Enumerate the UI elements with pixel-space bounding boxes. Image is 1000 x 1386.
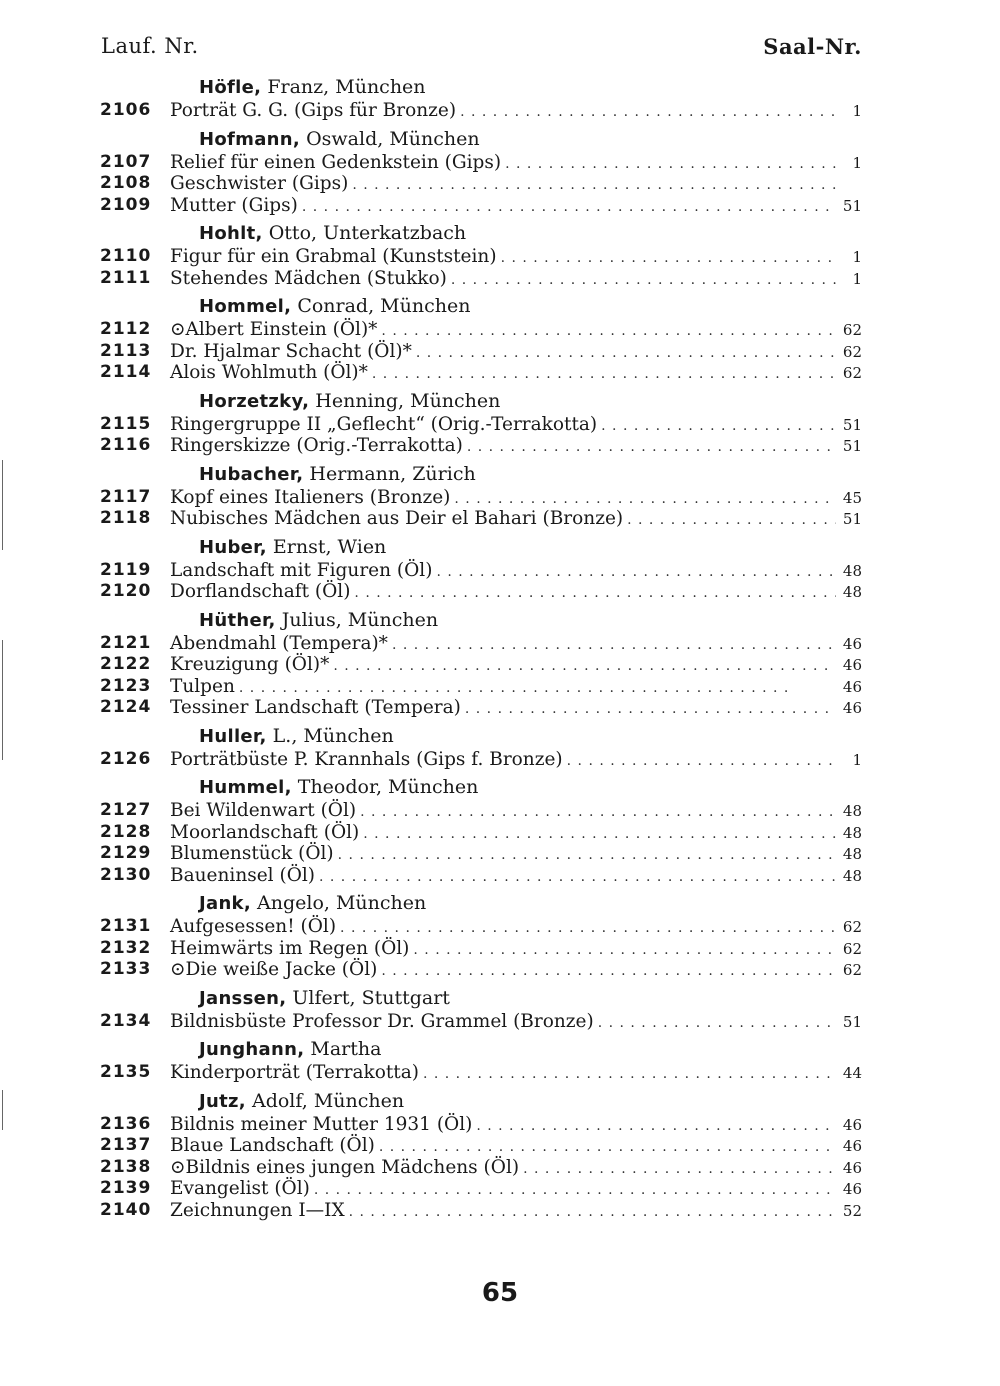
entry-line <box>170 959 862 983</box>
catalog-entry <box>0 1157 1000 1179</box>
dot-leader <box>298 197 836 219</box>
entry-number: 2124 <box>100 697 152 717</box>
artist-detail: Martha <box>310 1038 382 1060</box>
entry-number: 2127 <box>100 800 152 820</box>
catalog-entry <box>0 1200 1000 1222</box>
entry-number: 2121 <box>100 632 152 653</box>
artist-name: Hofmann, <box>199 128 301 150</box>
artist-name: Hummel, <box>199 777 292 798</box>
entry-title: Kreuzigung (Öl)* <box>170 654 330 675</box>
artist-heading <box>0 74 1000 100</box>
entry-number: 2107 <box>100 151 152 172</box>
dot-leader <box>388 635 836 657</box>
entry-title: Blaue Landschaft (Öl) <box>170 1135 375 1156</box>
dot-leader <box>412 343 836 365</box>
entry-number: 2109 <box>100 194 152 215</box>
entry-line <box>170 916 862 940</box>
entry-number: 2132 <box>100 937 152 958</box>
dot-leader <box>334 845 836 867</box>
entry-line <box>170 435 862 459</box>
entry-line <box>170 1114 862 1138</box>
entry-title: Stehendes Mädchen (Stukko) <box>170 267 447 289</box>
entry-line <box>170 1157 862 1181</box>
catalog-entry <box>0 1135 1000 1157</box>
dot-leader <box>235 678 836 700</box>
entry-line <box>170 843 862 867</box>
entry-number: 2118 <box>100 508 152 528</box>
entry-title: Heimwärts im Regen (Öl) <box>170 937 410 959</box>
saal-number: 46 <box>842 1158 862 1177</box>
dot-leader <box>472 1116 836 1138</box>
catalog-entry <box>0 581 1000 603</box>
artist-name: Hommel, <box>199 296 292 317</box>
entry-line <box>170 246 862 270</box>
saal-number: 48 <box>842 823 862 842</box>
entry-number: 2137 <box>100 1135 152 1155</box>
catalog-entry <box>0 435 1000 457</box>
entry-number: 2126 <box>100 748 152 769</box>
entry-title: Zeichnungen I—IX <box>170 1199 345 1221</box>
entry-number: 2133 <box>100 959 152 979</box>
catalog-entry <box>0 1062 1000 1084</box>
saal-number: 51 <box>842 510 862 528</box>
dot-leader <box>432 562 836 584</box>
saal-number: 48 <box>842 561 862 580</box>
entry-title: Baueninsel (Öl) <box>170 864 315 886</box>
artist-heading <box>0 774 1000 800</box>
saal-number: 62 <box>842 918 862 936</box>
entry-title: Bildnis meiner Mutter 1931 (Öl) <box>170 1113 473 1135</box>
catalog-entry <box>0 560 1000 582</box>
catalog-entry <box>0 246 1000 268</box>
entry-number: 2131 <box>100 916 152 936</box>
header-lauf-nr: Lauf. Nr. <box>101 34 199 58</box>
catalog-entry <box>0 633 1000 655</box>
artist-name: Höfle, <box>199 77 262 98</box>
catalog-entry <box>0 843 1000 865</box>
artist-heading <box>0 126 1000 152</box>
catalog-entry <box>0 654 1000 676</box>
entry-number: 2123 <box>100 675 152 696</box>
dot-leader <box>623 510 836 532</box>
entry-number: 2111 <box>100 267 152 288</box>
entry-line <box>170 676 862 700</box>
entry-line <box>170 581 862 605</box>
catalog-list <box>0 74 1000 1221</box>
catalog-entry <box>0 959 1000 981</box>
artist-detail: Hermann, Zürich <box>309 462 476 485</box>
entry-title: ⊙Die weiße Jacke (Öl) <box>170 959 378 980</box>
artist-detail: L., München <box>272 724 394 747</box>
entry-title: Kopf eines Italieners (Bronze) <box>170 486 451 508</box>
scan-edge-mark <box>2 1090 3 1130</box>
catalog-entry <box>0 822 1000 844</box>
artist-name: Horzetzky, <box>199 390 310 412</box>
entry-number: 2112 <box>100 319 152 339</box>
entry-title: Dr. Hjalmar Schacht (Öl)* <box>170 340 412 362</box>
artist-detail: Franz, München <box>267 76 426 98</box>
artist-heading <box>0 607 1000 633</box>
dot-leader <box>497 248 836 270</box>
entry-title: Tessiner Landschaft (Tempera) <box>170 697 461 718</box>
catalog-entry <box>0 1114 1000 1136</box>
entry-number: 2116 <box>100 435 152 455</box>
dot-leader <box>519 1159 836 1181</box>
artist-heading <box>0 723 1000 749</box>
entry-line <box>170 319 862 343</box>
dot-leader <box>310 1180 836 1202</box>
dot-leader <box>419 1064 836 1086</box>
dot-leader <box>350 583 836 605</box>
dot-leader <box>377 961 836 983</box>
entry-line <box>170 195 862 219</box>
saal-number: 51 <box>842 415 862 434</box>
dot-leader <box>450 489 836 511</box>
saal-number: 1 <box>852 269 862 288</box>
catalog-entry <box>0 1011 1000 1033</box>
catalog-entry <box>0 749 1000 771</box>
artist-detail: Adolf, München <box>251 1089 405 1112</box>
dot-leader <box>563 751 836 773</box>
entry-title: Evangelist (Öl) <box>170 1178 310 1199</box>
artist-name: Huller, <box>199 725 267 747</box>
catalog-entry <box>0 697 1000 719</box>
dot-leader <box>348 175 836 197</box>
entry-title: Kinderporträt (Terrakotta) <box>170 1062 419 1083</box>
entry-title: Ringergruppe II „Geflecht“ (Orig.-Terrakotta) <box>170 413 598 435</box>
artist-name: Junghann, <box>199 1039 305 1060</box>
saal-number: 1 <box>852 102 862 120</box>
artist-name: Hubacher, <box>199 463 304 485</box>
catalog-entry <box>0 152 1000 174</box>
artist-name: Huber, <box>199 536 267 558</box>
entry-title: ⊙Bildnis eines jungen Mädchens (Öl) <box>170 1156 520 1178</box>
artist-name: Hüther, <box>199 609 276 631</box>
saal-number: 62 <box>842 961 862 979</box>
entry-line <box>170 697 862 721</box>
catalog-entry <box>0 508 1000 530</box>
catalog-entry <box>0 100 1000 122</box>
entry-number: 2120 <box>100 581 152 601</box>
entry-title: Porträt G. G. (Gips für Bronze) <box>170 100 457 121</box>
dot-leader <box>356 802 836 824</box>
page-number: 65 <box>481 1278 519 1308</box>
dot-leader <box>447 270 836 292</box>
saal-number: 62 <box>842 939 862 958</box>
dot-leader <box>463 437 836 459</box>
artist-detail: Henning, München <box>315 389 501 412</box>
dot-leader <box>377 321 836 343</box>
dot-leader <box>359 824 836 846</box>
artist-heading <box>0 1088 1000 1114</box>
artist-heading <box>0 220 1000 246</box>
entry-line <box>170 749 862 773</box>
dot-leader <box>329 656 836 678</box>
catalog-entry <box>0 800 1000 822</box>
entry-title: Ringerskizze (Orig.-Terrakotta) <box>170 435 463 456</box>
saal-number: 1 <box>852 153 862 172</box>
artist-detail: Ulfert, Stuttgart <box>292 986 450 1009</box>
artist-name: Hohlt, <box>199 223 263 244</box>
saal-number: 45 <box>842 488 862 507</box>
saal-number: 51 <box>842 437 862 455</box>
header-saal-nr: Saal-Nr. <box>763 34 862 59</box>
entry-line <box>170 362 862 386</box>
saal-number: 62 <box>842 364 862 382</box>
artist-heading <box>0 1036 1000 1062</box>
dot-leader <box>409 940 836 962</box>
entry-title: Tulpen <box>170 675 235 697</box>
saal-number: 48 <box>842 845 862 863</box>
entry-line <box>170 341 862 365</box>
entry-number: 2136 <box>100 1113 152 1134</box>
saal-number: 62 <box>842 321 862 339</box>
catalog-entry <box>0 865 1000 887</box>
dot-leader <box>368 364 836 386</box>
artist-detail: Oswald, München <box>306 127 480 150</box>
entry-line <box>170 152 862 176</box>
artist-name: Jutz, <box>199 1090 246 1112</box>
entry-number: 2117 <box>100 486 152 507</box>
catalog-entry <box>0 341 1000 363</box>
entry-number: 2106 <box>100 100 152 120</box>
entry-title: Abendmahl (Tempera)* <box>170 632 388 654</box>
entry-title: Dorflandschaft (Öl) <box>170 581 351 602</box>
entry-number: 2139 <box>100 1178 152 1198</box>
catalog-entry <box>0 362 1000 384</box>
dot-leader <box>594 1013 836 1035</box>
artist-detail: Otto, Unterkatzbach <box>268 222 467 244</box>
entry-number: 2140 <box>100 1199 152 1220</box>
entry-line <box>170 487 862 511</box>
dot-leader <box>501 154 836 176</box>
dot-leader <box>461 699 836 721</box>
saal-number: 46 <box>842 1115 862 1134</box>
saal-number: 1 <box>852 248 862 266</box>
dot-leader <box>345 1202 836 1224</box>
dot-leader <box>375 1137 836 1159</box>
artist-detail: Ernst, Wien <box>272 535 387 558</box>
entry-number: 2128 <box>100 821 152 842</box>
artist-detail: Conrad, München <box>297 295 471 317</box>
entry-line <box>170 654 862 678</box>
saal-number: 48 <box>842 802 862 820</box>
catalog-entry <box>0 268 1000 290</box>
entry-number: 2108 <box>100 173 152 193</box>
saal-number: 52 <box>842 1201 862 1220</box>
saal-number: 44 <box>842 1064 862 1082</box>
entry-title: Aufgesessen! (Öl) <box>170 916 337 937</box>
entry-title: Alois Wohlmuth (Öl)* <box>170 362 368 383</box>
artist-heading <box>0 461 1000 487</box>
artist-name: Jank, <box>199 893 251 914</box>
saal-number: 46 <box>842 634 862 653</box>
entry-line <box>170 822 862 846</box>
scan-edge-mark <box>2 460 3 550</box>
catalog-entry <box>0 487 1000 509</box>
saal-number: 46 <box>842 699 862 717</box>
saal-number: 1 <box>852 750 862 769</box>
entry-line <box>170 938 862 962</box>
dot-leader <box>315 867 836 889</box>
artist-heading <box>0 985 1000 1011</box>
catalog-entry <box>0 173 1000 195</box>
entry-line <box>170 508 862 532</box>
saal-number: 46 <box>842 1137 862 1155</box>
entry-line <box>170 1200 862 1224</box>
entry-line <box>170 173 862 197</box>
entry-line <box>170 414 862 438</box>
saal-number: 46 <box>842 677 862 696</box>
entry-line <box>170 800 862 824</box>
entry-number: 2119 <box>100 559 152 580</box>
entry-title: Mutter (Gips) <box>170 194 298 216</box>
entry-number: 2115 <box>100 413 152 434</box>
entry-title: Bei Wildenwart (Öl) <box>170 800 357 821</box>
entry-title: Blumenstück (Öl) <box>170 843 334 864</box>
entry-line <box>170 560 862 584</box>
artist-detail: Angelo, München <box>257 892 427 914</box>
entry-line <box>170 1178 862 1202</box>
entry-line <box>170 100 862 124</box>
artist-detail: Theodor, München <box>297 776 479 798</box>
entry-title: Figur für ein Grabmal (Kunststein) <box>170 246 497 267</box>
entry-number: 2129 <box>100 843 152 863</box>
artist-detail: Julius, München <box>281 608 439 631</box>
catalog-entry <box>0 319 1000 341</box>
saal-number: 51 <box>842 1012 862 1031</box>
dot-leader <box>456 102 836 124</box>
catalog-entry <box>0 916 1000 938</box>
artist-heading <box>0 293 1000 319</box>
entry-title: ⊙Albert Einstein (Öl)* <box>170 319 378 340</box>
dot-leader <box>336 918 836 940</box>
scan-edge-mark <box>2 640 3 760</box>
entry-number: 2122 <box>100 654 152 674</box>
artist-heading <box>0 890 1000 916</box>
saal-number: 48 <box>842 866 862 885</box>
entry-number: 2130 <box>100 864 152 885</box>
entry-title: Landschaft mit Figuren (Öl) <box>170 559 433 581</box>
artist-name: Janssen, <box>199 987 287 1009</box>
entry-number: 2134 <box>100 1010 152 1031</box>
entry-title: Nubisches Mädchen aus Deir el Bahari (Bronze) <box>170 508 624 529</box>
entry-title: Moorlandschaft (Öl) <box>170 821 360 843</box>
catalog-entry <box>0 195 1000 217</box>
catalog-entry <box>0 414 1000 436</box>
entry-line <box>170 1011 862 1035</box>
saal-number: 51 <box>842 196 862 215</box>
entry-title: Geschwister (Gips) <box>170 173 349 194</box>
dot-leader <box>597 416 836 438</box>
entry-number: 2114 <box>100 362 152 382</box>
entry-number: 2113 <box>100 340 152 361</box>
entry-line <box>170 633 862 657</box>
saal-number: 46 <box>842 656 862 674</box>
saal-number: 62 <box>842 342 862 361</box>
entry-number: 2135 <box>100 1062 152 1082</box>
catalog-entry <box>0 676 1000 698</box>
entry-line <box>170 268 862 292</box>
entry-title: Bildnisbüste Professor Dr. Grammel (Bronze) <box>170 1010 594 1032</box>
entry-number: 2110 <box>100 246 152 266</box>
entry-line <box>170 865 862 889</box>
artist-heading <box>0 534 1000 560</box>
saal-number: 48 <box>842 583 862 601</box>
entry-title: Relief für einen Gedenkstein (Gips) <box>170 151 502 173</box>
catalog-entry <box>0 1178 1000 1200</box>
catalog-entry <box>0 938 1000 960</box>
saal-number: 46 <box>842 1180 862 1198</box>
entry-title: Porträtbüste P. Krannhals (Gips f. Bronze) <box>170 748 563 770</box>
entry-number: 2138 <box>100 1156 152 1177</box>
entry-line <box>170 1062 862 1086</box>
entry-line <box>170 1135 862 1159</box>
artist-heading <box>0 388 1000 414</box>
